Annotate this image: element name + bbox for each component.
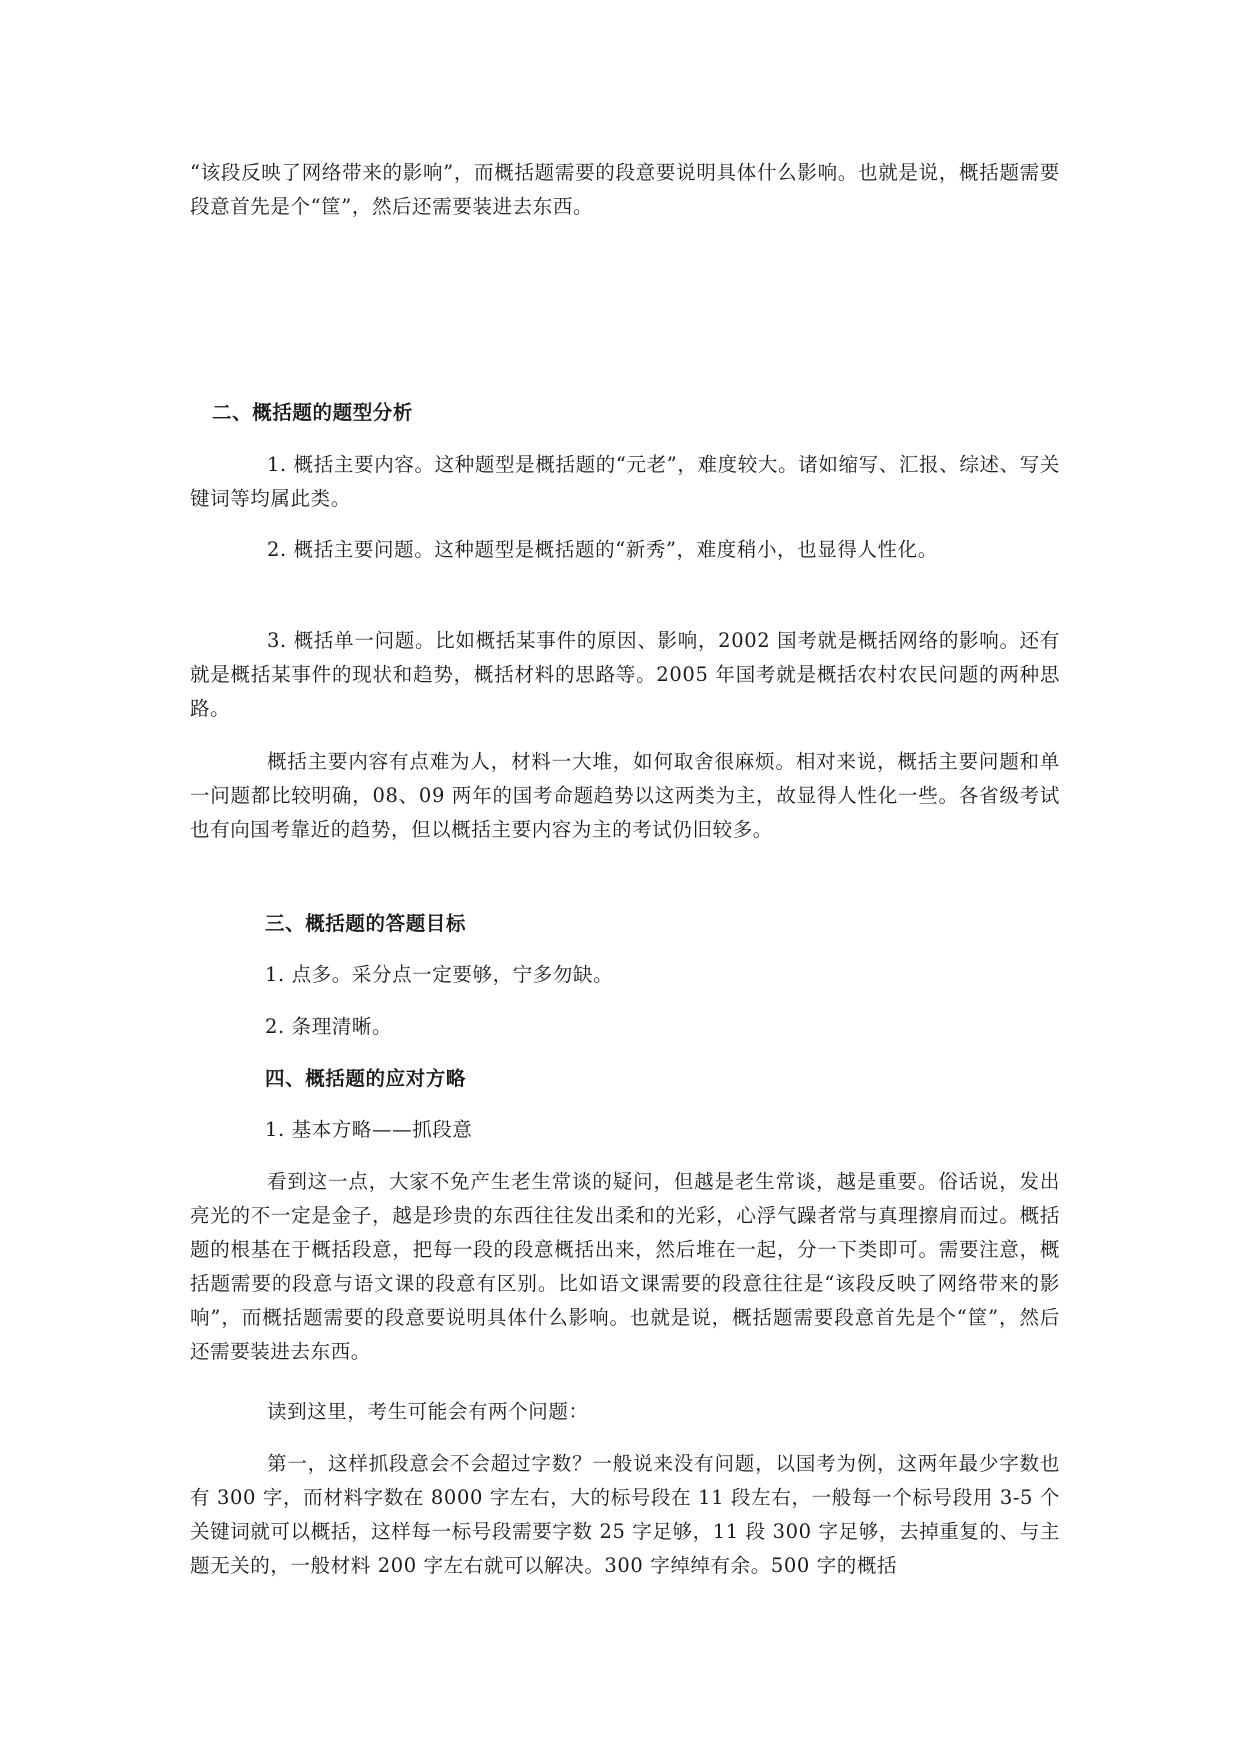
- section-4-paragraph-2: 读到这里，考生可能会有两个问题：: [267, 1400, 589, 1423]
- section-3-item-2: 2. 条理清晰。: [265, 1015, 393, 1038]
- section-2-heading: 二、概括题的题型分析: [212, 401, 414, 424]
- section-3-item-1: 1. 点多。采分点一定要够，宁多勿缺。: [265, 963, 614, 986]
- section-3-heading: 三、概括题的答题目标: [265, 912, 467, 935]
- section-2-summary: 概括主要内容有点难为人，材料一大堆，如何取舍很麻烦。相对来说，概括主要问题和单一问题都比较明确，08、09 两年的国考命题趋势以这两类为主，故显得人性化一些。各省级考试也有向国考靠近的趋势，但以概括主要内容为主的考试仍旧较多。: [190, 750, 1060, 841]
- section-4-item-1: 1. 基本方略——抓段意: [265, 1118, 473, 1141]
- section-4-paragraph-3: 第一，这样抓段意会不会超过字数？一般说来没有问题，以国考为例，这两年最少字数也有 300 字，而材料字数在 8000 字左右，大的标号段在 11 段左右，一般每一个标号段用 3-5 个关键词就可以概括，这样每一标号段需要字数 25 字足够，11 段 300 字足够，去掉重复的、与主题无关的，一般材料 200 字左右就可以解决。300 字绰绰有余。500 字的概括: [190, 1452, 1060, 1577]
- intro-paragraph: “该段反映了网络带来的影响”，而概括题需要的段意要说明具体什么影响。也就是说，概括题需要段意首先是个“筐”，然后还需要装进去东西。: [190, 161, 1060, 218]
- section-4-paragraph-1: 看到这一点，大家不免产生老生常谈的疑问，但越是老生常谈，越是重要。俗话说，发出亮光的不一定是金子，越是珍贵的东西往往发出柔和的光彩，心浮气躁者常与真理擦肩而过。概括题的根基在于概括段意，把每一段的段意概括出来，然后堆在一起，分一下类即可。需要注意，概括题需要的段意与语文课的段意有区别。比如语文课需要的段意往往是“该段反映了网络带来的影响”，而概括题需要的段意要说明具体什么影响。也就是说，概括题需要段意首先是个“筐”，然后还需要装进去东西。: [190, 1170, 1060, 1363]
- section-2-item-2: 2. 概括主要问题。这种题型是概括题的“新秀”，难度稍小，也显得人性化。: [267, 538, 938, 561]
- section-2-item-3: 3. 概括单一问题。比如概括某事件的原因、影响，2002 国考就是概括网络的影响。还有就是概括某事件的现状和趋势，概括材料的思路等。2005 年国考就是概括农村农民问题的两种思路。: [190, 629, 1060, 720]
- section-2-item-1: 1. 概括主要内容。这种题型是概括题的“元老”，难度较大。诸如缩写、汇报、综述、写关键词等均属此类。: [190, 453, 1060, 510]
- section-4-heading: 四、概括题的应对方略: [265, 1067, 467, 1090]
